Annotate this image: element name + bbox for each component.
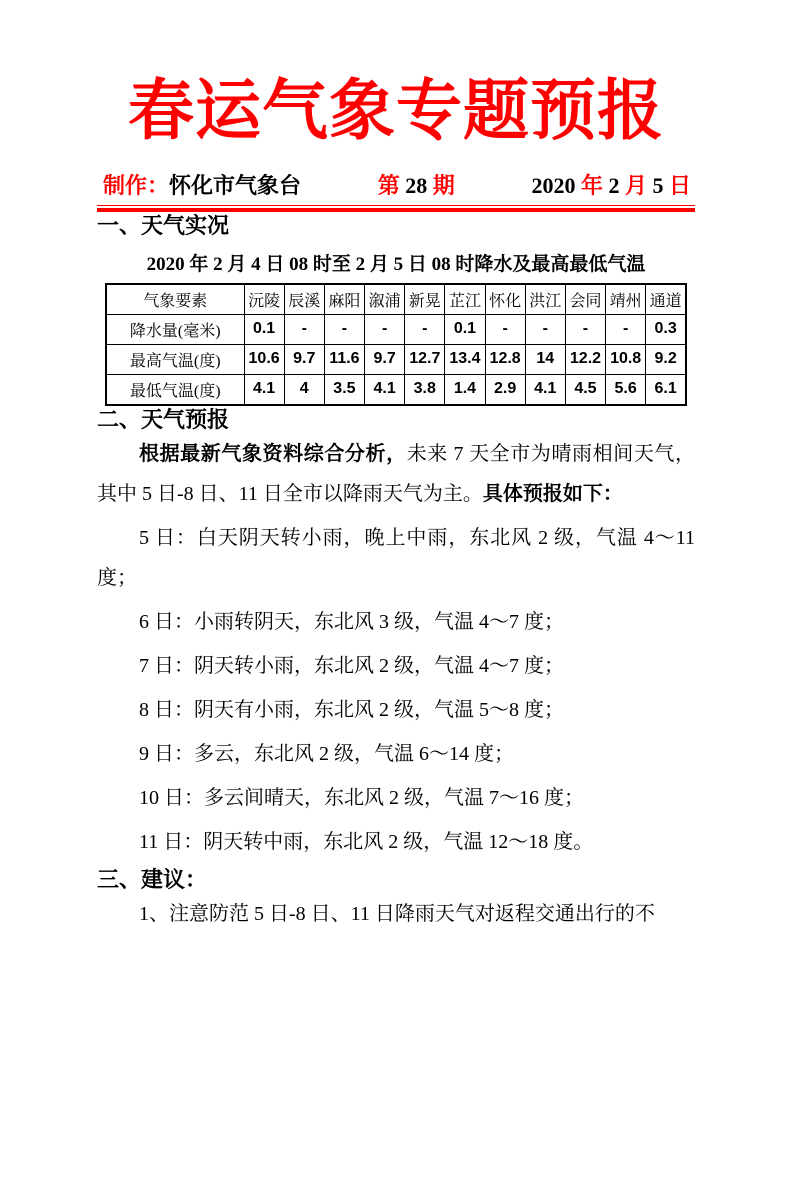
table-cell: 5.6 (606, 374, 646, 405)
byline (97, 169, 695, 204)
table-header-cell: 气象要素 (106, 284, 244, 315)
table-header-cell: 芷江 (445, 284, 485, 315)
table-cell: 3.5 (324, 374, 364, 405)
forecast-day-7: 7 日：阴天转小雨，东北风 2 级，气温 4～7 度； (139, 654, 564, 677)
table-cell: - (405, 314, 445, 344)
table-cell: 1.4 (445, 374, 485, 405)
section1-heading: 一、天气实况 (97, 212, 230, 238)
section3-heading: 三、建议： (97, 866, 208, 892)
forecast-day-6: 6 日：小雨转阴天，东北风 3 级，气温 4～7 度； (139, 610, 564, 633)
forecast-day-10: 10 日：多云间晴天，东北风 2 级，气温 7～16 度； (139, 786, 584, 809)
table-header-cell: 溆浦 (365, 284, 405, 315)
table-cell: - (525, 314, 565, 344)
table-cell: 4 (284, 374, 324, 405)
table-cell: 10.8 (606, 344, 646, 374)
table-cell: 12.2 (565, 344, 605, 374)
table-cell: 9.2 (646, 344, 686, 374)
table-row (106, 344, 686, 374)
table-header-cell: 通道 (646, 284, 686, 315)
byline-issue-number: 28 (405, 172, 428, 198)
byline-date-year: 2020 (531, 172, 576, 198)
document-title: 春运气象专题预报 (128, 75, 664, 148)
table-cell: - (485, 314, 525, 344)
table-cell: 4.1 (525, 374, 565, 405)
table-cell: - (365, 314, 405, 344)
table-header-cell: 靖州 (606, 284, 646, 315)
table-cell: - (565, 314, 605, 344)
table-header-cell: 会同 (565, 284, 605, 315)
table-cell: 9.7 (365, 344, 405, 374)
byline-issue-suffix: 期 (432, 172, 455, 198)
section2-heading: 二、天气预报 (97, 406, 230, 432)
byline-date-month-unit: 月 (624, 172, 647, 198)
table-cell: 9.7 (284, 344, 324, 374)
forecast-day-5: 5 日：白天阴天转小雨，晚上中雨，东北风 2 级，气温 4～11 度； (97, 526, 695, 589)
table-cell: 0.3 (646, 314, 686, 344)
forecast-intro (97, 434, 695, 514)
byline-issue (378, 169, 455, 200)
table-cell: 0.1 (445, 314, 485, 344)
table-cell: 13.4 (445, 344, 485, 374)
table-cell: 14 (525, 344, 565, 374)
table-cell: 4.1 (365, 374, 405, 405)
byline-date-month: 2 (608, 172, 620, 198)
table-cell: 0.1 (244, 314, 284, 344)
table-header-cell: 新晃 (405, 284, 445, 315)
byline-date-day: 5 (652, 172, 664, 198)
document-page (0, 72, 793, 934)
forecast-day-9: 9 日：多云，东北风 2 级，气温 6～14 度； (139, 742, 514, 765)
table-cell: 6.1 (646, 374, 686, 405)
byline-date-year-unit: 年 (580, 172, 603, 198)
table-cell: 11.6 (324, 344, 364, 374)
suggestion-item-1: 1、注意防范 5 日-8 日、11 日降雨天气对返程交通出行的不 (139, 902, 655, 925)
forecast-intro-lead: 根据最新气象资料综合分析， (139, 442, 407, 465)
byline-date-day-unit: 日 (668, 172, 691, 198)
table-cell: - (324, 314, 364, 344)
byline-maker-value: 怀化市气象台 (169, 172, 302, 198)
table-cell: 10.6 (244, 344, 284, 374)
table-row-label: 最高气温(度) (106, 344, 244, 374)
weather-table-caption: 2020 年 2 月 4 日 08 时至 2 月 5 日 08 时降水及最高最低气温 (146, 253, 646, 275)
forecast-intro-text: 未来 7 天全市为晴雨相间天气，其中 5 日-8 日、11 日全市以降雨天气为主。 (97, 442, 696, 505)
table-cell: 4.5 (565, 374, 605, 405)
table-row (106, 314, 686, 344)
table-row-label: 降水量(毫米) (106, 314, 244, 344)
table-row (106, 374, 686, 405)
weather-table (105, 283, 687, 406)
header-rule (97, 205, 695, 212)
table-header-cell: 辰溪 (284, 284, 324, 315)
table-cell: 2.9 (485, 374, 525, 405)
byline-issue-prefix: 第 (377, 172, 400, 198)
forecast-day-11: 11 日：阴天转中雨，东北风 2 级，气温 12～18 度。 (139, 830, 594, 853)
table-cell: - (606, 314, 646, 344)
forecast-intro-tail: 具体预报如下： (482, 482, 623, 505)
table-header-cell: 洪江 (525, 284, 565, 315)
table-row-label: 最低气温(度) (106, 374, 244, 405)
table-cell: 12.7 (405, 344, 445, 374)
byline-date (531, 169, 691, 200)
forecast-day-8: 8 日：阴天有小雨，东北风 2 级，气温 5～8 度； (139, 698, 564, 721)
table-cell: 3.8 (405, 374, 445, 405)
table-header-cell: 沅陵 (244, 284, 284, 315)
byline-maker (103, 169, 301, 200)
table-cell: 12.8 (485, 344, 525, 374)
table-header-cell: 麻阳 (324, 284, 364, 315)
table-header-row (106, 284, 686, 315)
table-cell: 4.1 (244, 374, 284, 405)
table-header-cell: 怀化 (485, 284, 525, 315)
table-cell: - (284, 314, 324, 344)
byline-maker-label: 制作： (103, 172, 170, 198)
